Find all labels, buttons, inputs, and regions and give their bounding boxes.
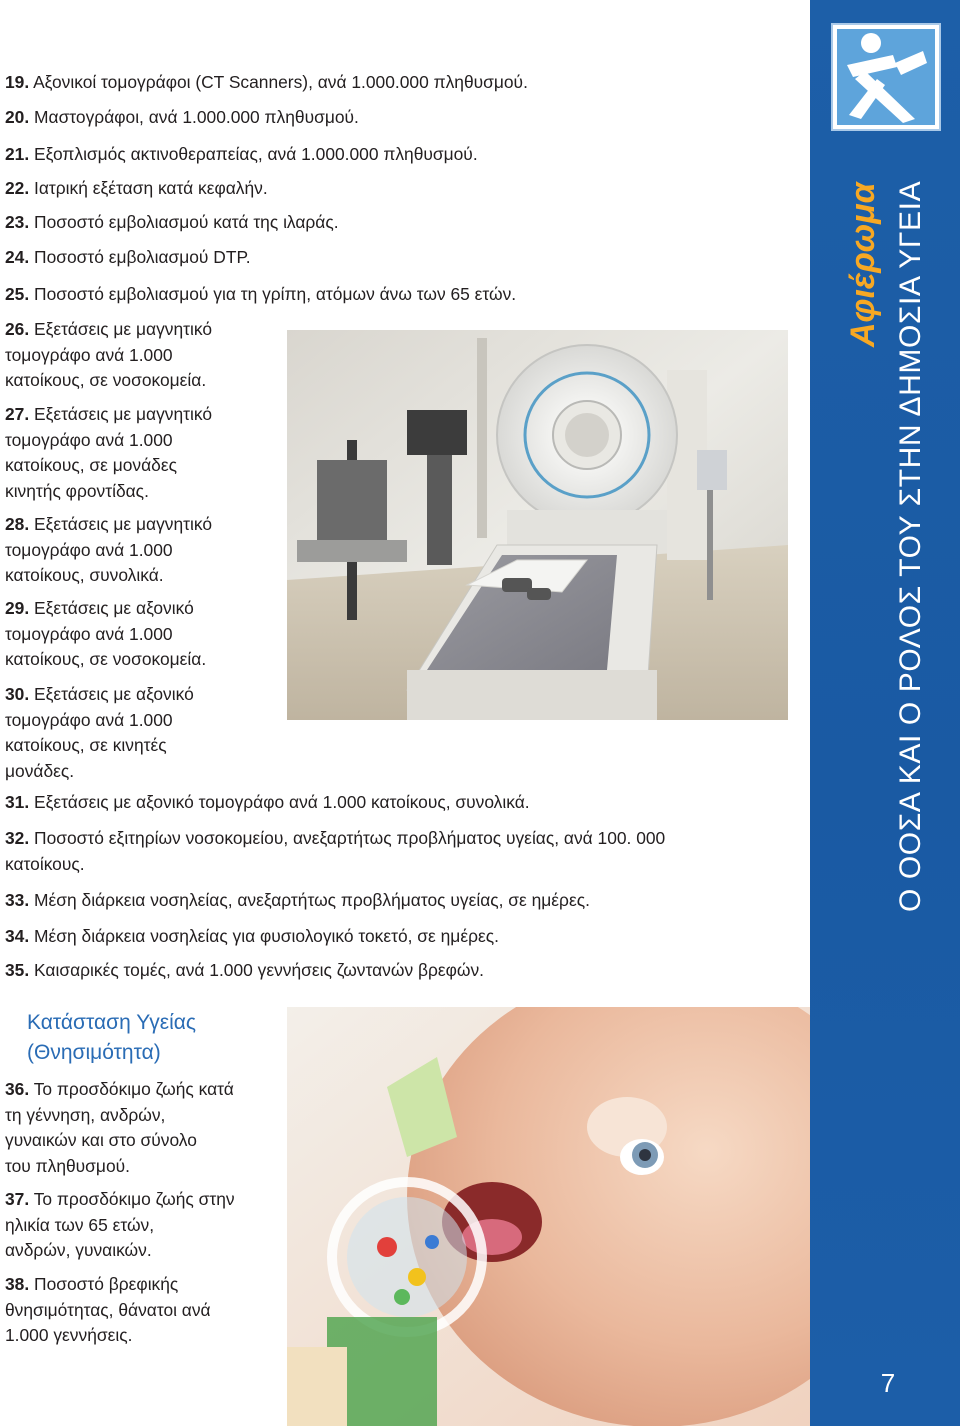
feature-label: Αφιέρωμα (844, 182, 882, 347)
item-text: κατοίκους, σε νοσοκομεία. (5, 370, 207, 390)
item-number: 19. (5, 72, 30, 92)
item-text: Ποσοστό εξιτηρίων νοσοκομείου, ανεξαρτήτως προβλήματος υγείας, ανά 100. 000 (34, 828, 666, 848)
list-item (5, 826, 665, 877)
list-item (5, 402, 212, 504)
item-text: Εξετάσεις με αξονικό τομογράφο ανά 1.000 κατοίκους, συνολικά. (34, 792, 530, 812)
item-text: γυναικών και στο σύνολο (5, 1130, 197, 1150)
item-text: Μέση διάρκεια νοσηλείας, ανεξαρτήτως προβλήματος υγείας, σε ημέρες. (34, 890, 590, 910)
list-item (5, 1272, 211, 1349)
list-item (5, 282, 516, 308)
item-number: 30. (5, 684, 30, 704)
item-text: Ιατρική εξέταση κατά κεφαλήν. (34, 178, 268, 198)
sidebar (810, 0, 960, 1426)
item-text: Καισαρικές τομές, ανά 1.000 γεννήσεις ζωντανών βρεφών. (34, 960, 484, 980)
section-heading (27, 1008, 196, 1068)
item-text: τομογράφο ανά 1.000 (5, 539, 173, 560)
item-text: τομογράφο ανά 1.000 (5, 623, 173, 644)
item-number: 22. (5, 178, 30, 198)
item-text: κατοίκους, συνολικά. (5, 565, 164, 585)
item-number: 34. (5, 926, 30, 946)
item-number: 33. (5, 890, 30, 910)
item-text: τομογράφο ανά 1.000 (5, 344, 173, 365)
oecd-logo-icon (831, 23, 941, 131)
list-item (5, 70, 528, 96)
item-number: 21. (5, 144, 30, 164)
item-text: Ποσοστό βρεφικής (34, 1274, 179, 1294)
list-item (5, 682, 194, 784)
list-item (5, 176, 268, 202)
list-item (5, 958, 484, 984)
item-text: Μέση διάρκεια νοσηλείας για φυσιολογικό τοκετό, σε ημέρες. (34, 926, 499, 946)
list-item (5, 210, 339, 236)
item-text: Ποσοστό εμβολιασμού DTP. (34, 247, 251, 267)
item-text: τομογράφο ανά 1.000 (5, 429, 173, 450)
list-item (5, 1077, 234, 1179)
page-number: 7 (880, 1368, 896, 1398)
list-item (5, 142, 478, 168)
item-text: κατοίκους. (5, 853, 85, 874)
item-text: Εξοπλισμός ακτινοθεραπείας, ανά 1.000.000 πληθυσμού. (34, 144, 478, 164)
item-number: 29. (5, 598, 30, 618)
item-number: 36. (5, 1079, 30, 1099)
item-text: Το προσδόκιμο ζωής κατά (33, 1079, 234, 1099)
item-number: 38. (5, 1274, 30, 1294)
item-number: 24. (5, 247, 30, 267)
list-item (5, 790, 530, 816)
item-text: ανδρών, γυναικών. (5, 1240, 152, 1260)
item-number: 32. (5, 828, 30, 848)
list-item (5, 317, 212, 394)
sidebar-title: Ο ΟΟΣΑ ΚΑΙ Ο ΡΟΛΟΣ ΤΟΥ ΣΤΗΝ ΔΗΜΟΣΙΑ ΥΓΕΙΑ (894, 180, 927, 912)
section-heading-line: (Θνησιμότητα) (27, 1041, 161, 1064)
item-text: Μαστογράφοι, ανά 1.000.000 πληθυσμού. (34, 107, 359, 127)
item-text: του πληθυσμού. (5, 1155, 130, 1176)
item-text: Εξετάσεις με αξονικό (34, 684, 194, 704)
item-text: κατοίκους, σε μονάδες (5, 455, 177, 475)
item-text: 1.000 γεννήσεις. (5, 1325, 133, 1345)
baby-photo (287, 1007, 810, 1426)
item-text: θνησιμότητας, θάνατοι ανά (5, 1299, 211, 1320)
item-number: 31. (5, 792, 30, 812)
item-text: Εξετάσεις με μαγνητικό (34, 404, 213, 424)
item-text: κατοίκους, σε νοσοκομεία. (5, 649, 207, 669)
item-text: ηλικία των 65 ετών, (5, 1214, 155, 1235)
item-text: μονάδες. (5, 760, 75, 781)
list-item (5, 888, 590, 914)
item-text: Ποσοστό εμβολιασμού για τη γρίπη, ατόμων άνω των 65 ετών. (34, 284, 517, 304)
item-text: Εξετάσεις με μαγνητικό (34, 319, 213, 339)
item-number: 26. (5, 319, 30, 339)
list-item (5, 245, 251, 271)
item-text: κινητής φροντίδας. (5, 480, 149, 501)
item-text: τομογράφο ανά 1.000 (5, 709, 173, 730)
item-text: Το προσδόκιμο ζωής στην (33, 1189, 235, 1209)
item-text: Εξετάσεις με μαγνητικό (34, 514, 213, 534)
item-number: 27. (5, 404, 30, 424)
item-number: 37. (5, 1189, 30, 1209)
list-item (5, 105, 359, 131)
item-text: κατοίκους, σε κινητές (5, 735, 167, 755)
list-item (5, 596, 206, 673)
item-text: Εξετάσεις με αξονικό (34, 598, 194, 618)
list-item (5, 1187, 235, 1264)
item-text: Αξονικοί τομογράφοι (CT Scanners), ανά 1.000.000 πληθυσμού. (33, 72, 528, 92)
item-text: τη γέννηση, ανδρών, (5, 1104, 166, 1125)
list-item (5, 924, 499, 950)
item-number: 35. (5, 960, 30, 980)
item-number: 28. (5, 514, 30, 534)
section-heading-line: Κατάσταση Υγείας (27, 1011, 197, 1034)
item-number: 20. (5, 107, 30, 127)
list-item (5, 512, 212, 589)
ct-scanner-photo (287, 330, 788, 720)
item-text: Ποσοστό εμβολιασμού κατά της ιλαράς. (34, 212, 339, 232)
item-number: 23. (5, 212, 30, 232)
item-number: 25. (5, 284, 30, 304)
